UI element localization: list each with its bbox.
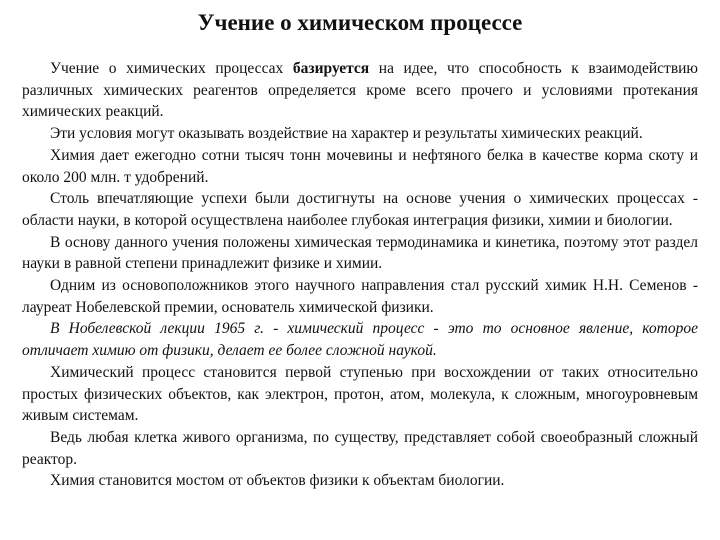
paragraph-1-end: на идее, что способность к взаимодействию различных химических реагентов определяется кроме всего прочего и условиями протекания химических реакций. (22, 60, 699, 121)
paragraph-5: В основу данного учения положены химическая термодинамика и кинетика, поэтому этот раздел науки в равной степени принадлежит физике и химии. (22, 233, 698, 273)
paragraph-6: Одним из основоположников этого научного направления стал русский химик Н.Н. Семенов - лауреат Нобелевской премии, основатель химической физики. (22, 277, 698, 316)
slide-title: Учение о химическом процессе (197, 10, 523, 35)
paragraph-2: Эти условия могут оказывать воздействие на характер и результаты химических реакций. (50, 125, 643, 143)
paragraph-1-bold-word: базируется (292, 60, 370, 77)
paragraph-9: Ведь любая клетка живого организма, по существу, представляет собой своеобразный сложный реактор. (22, 428, 698, 468)
paragraph-1-start: Учение о химических процессах (50, 60, 293, 77)
slide-body (22, 58, 698, 492)
paragraph-4: Столь впечатляющие успехи были достигнуты на основе учения о химических процессах - области науки, в которой осуществлена наиболее глубокая интеграция физики, химии и биологии. (22, 190, 698, 229)
paragraph-7-quote: В Нобелевской лекции 1965 г. - химический процесс - это то основное явление, которое отличает химию от физики, делает ее более сложной наукой. (22, 320, 698, 360)
paragraph-3: Химия дает ежегодно сотни тысяч тонн мочевины и нефтяного белка в качестве корма скоту и около 200 млн. т удобрений. (22, 146, 698, 186)
paragraph-8: Химический процесс становится первой ступенью при восхождении от таких относительно простых физических объектов, как электрон, протон, атом, молекула, к сложным, многоуровневым живым системам. (22, 363, 698, 425)
paragraph-10: Химия становится мостом от объектов физики к объектам биологии. (50, 472, 505, 490)
paragraph-1 (22, 58, 698, 123)
